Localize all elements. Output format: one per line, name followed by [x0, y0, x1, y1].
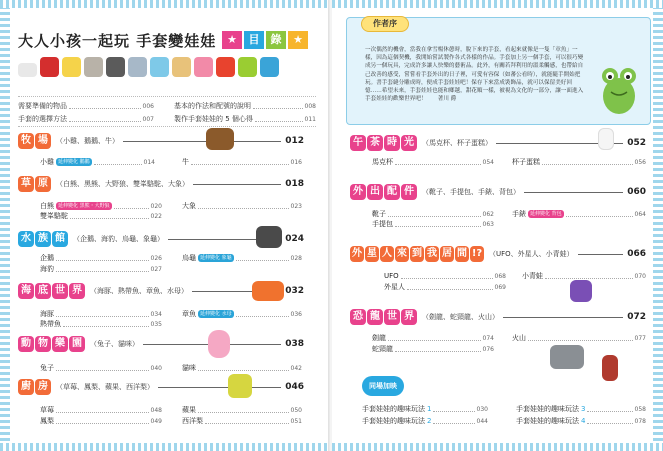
- seal-doll-image: [150, 57, 169, 77]
- toc-entry-page: 006: [142, 102, 154, 110]
- toc-entry-label: 白熊: [40, 202, 54, 210]
- toc-entry-page: 026: [150, 254, 162, 262]
- section-char: 樂: [52, 336, 68, 352]
- section-page: 018: [285, 179, 304, 189]
- toc-entry-page: 007: [142, 115, 154, 123]
- toc-entry-label: 烏龜: [182, 254, 196, 262]
- strawberry-doll-image: [40, 57, 59, 77]
- cupcake-doll-image: [598, 128, 614, 150]
- rabbit-doll-image: [194, 57, 213, 77]
- variation-tag: 延伸變化 鵝鵝: [58, 159, 90, 165]
- contents-char: 錄: [266, 31, 286, 49]
- variation-tag: 延伸變化 背包: [530, 211, 562, 217]
- toc-entry[interactable]: [516, 404, 646, 414]
- section-char: 我: [425, 246, 439, 262]
- glove-doll-strip: [18, 57, 279, 77]
- toc-entry-page: 070: [634, 272, 646, 280]
- toc-entry-page: 062: [482, 210, 494, 218]
- toc-entry-page: 014: [143, 158, 155, 166]
- section-char: 光: [401, 135, 417, 151]
- octopus-doll-image: [252, 281, 284, 301]
- toc-entry[interactable]: [40, 363, 162, 373]
- toc-entry-page: 042: [290, 364, 302, 372]
- toc-entry[interactable]: [18, 101, 154, 111]
- cow-doll-image: [206, 128, 234, 150]
- toc-entry-page: 049: [150, 417, 162, 425]
- toc-entry-label: 基本的作法和配號的說明: [174, 102, 251, 110]
- section-page: 012: [285, 136, 304, 146]
- section-char: 出: [367, 184, 383, 200]
- rabbit-doll-image: [208, 330, 230, 358]
- toc-entry-label: 企鵝: [40, 254, 54, 262]
- toc-entry[interactable]: [40, 157, 155, 167]
- preface-title: 作者序: [361, 16, 409, 32]
- toc-entry-label: 鳳梨: [40, 417, 54, 425]
- section-char: 館: [52, 231, 68, 247]
- section-char: 外: [350, 246, 364, 262]
- toc-entry[interactable]: [372, 219, 494, 229]
- toc-entry-page: 056: [634, 158, 646, 166]
- toc-entry[interactable]: [372, 209, 494, 219]
- section-page: 072: [627, 312, 646, 322]
- plesiosaur-doll-image: [550, 345, 584, 369]
- toc-entry[interactable]: [512, 157, 646, 167]
- toc-entry[interactable]: [516, 416, 646, 426]
- section-heading-accessories[interactable]: [350, 182, 646, 202]
- section-char: 茶: [367, 135, 383, 151]
- bear-doll-image: [106, 57, 125, 77]
- toc-entry-label: 小青蛙: [522, 272, 543, 280]
- preface-box: [346, 17, 651, 125]
- section-char: 間: [455, 246, 469, 262]
- section-char: 房: [35, 379, 51, 395]
- section-subtitle: （草莓、鳳梨、蘋果、西洋梨）: [56, 383, 154, 391]
- toc-entry[interactable]: [512, 333, 646, 343]
- wolf-doll-image: [128, 57, 147, 77]
- section-char: 件: [401, 184, 417, 200]
- section-char: 配: [384, 184, 400, 200]
- toc-entry-label: 蘋果: [182, 406, 196, 414]
- toc-entry-page: 051: [290, 417, 302, 425]
- bonus-number: 4: [581, 417, 586, 425]
- section-subtitle: （小雞、鵝鵝、牛）: [56, 137, 119, 145]
- section-heading-ranch[interactable]: [18, 131, 304, 151]
- toc-entry-label: 需要準備的物品: [18, 102, 67, 110]
- bonus-number: 3: [581, 405, 586, 413]
- toc-entry-page: 048: [150, 406, 162, 414]
- toc-entry-label: 手套娃娃的趣味玩法: [362, 417, 425, 425]
- section-char: !?: [470, 246, 484, 262]
- toc-entry-label: 杯子蛋糕: [512, 158, 540, 166]
- bonus-number: 2: [427, 417, 432, 425]
- section-char: 外: [350, 184, 366, 200]
- section-char: 星: [365, 246, 379, 262]
- section-char: 水: [18, 231, 34, 247]
- toc-entry-page: 008: [304, 102, 316, 110]
- variation-tag: 延伸變化 黑熊・大野狼: [58, 203, 110, 209]
- toc-entry-label: 外星人: [384, 283, 405, 291]
- toc-entry-label: 火山: [512, 334, 526, 342]
- section-char: 底: [35, 283, 51, 299]
- bottom-border: [0, 443, 331, 451]
- toc-entry[interactable]: [40, 416, 162, 426]
- toc-entry[interactable]: [182, 157, 302, 167]
- section-page: 066: [627, 249, 646, 259]
- left-page: [0, 0, 331, 451]
- ufo-doll-image: [570, 280, 592, 302]
- toc-entry-label: 西洋梨: [182, 417, 203, 425]
- section-subtitle: （馬克杯、杯子蛋糕）: [422, 139, 492, 147]
- toc-entry-page: 040: [150, 364, 162, 372]
- toc-entry-label: 小雞: [40, 158, 54, 166]
- section-char: 世: [52, 283, 68, 299]
- toc-entry-label: 牛: [182, 158, 189, 166]
- section-subtitle: （UFO、外星人、小青蛙）: [489, 250, 574, 258]
- section-subtitle: （兔子、貓咪）: [90, 340, 139, 348]
- section-char: 午: [350, 135, 366, 151]
- section-char: 場: [35, 133, 51, 149]
- section-page: 060: [627, 187, 646, 197]
- toc-entry-label: 章魚: [182, 310, 196, 318]
- toc-entry[interactable]: [40, 264, 162, 274]
- section-char: 來: [395, 246, 409, 262]
- divider: [18, 126, 316, 127]
- variation-tag: 延伸變化 象龜: [200, 255, 232, 261]
- variation-tag: 延伸變化 水母: [200, 311, 232, 317]
- dolphin-doll-image: [260, 57, 279, 77]
- toc-entry[interactable]: [174, 101, 316, 111]
- bonus-number: 1: [427, 405, 432, 413]
- toc-entry-label: 製作手套娃娃的 5 個心得: [174, 115, 253, 123]
- toc-entry-page: 078: [634, 417, 646, 425]
- toc-entry[interactable]: [40, 319, 162, 329]
- toc-entry-label: 熱帶魚: [40, 320, 61, 328]
- right-page: [332, 0, 663, 451]
- section-char: 園: [69, 336, 85, 352]
- mug-doll-image: [18, 63, 37, 77]
- toc-entry[interactable]: [174, 114, 316, 124]
- toc-entry-page: 028: [290, 254, 302, 262]
- octopus-doll-image: [216, 57, 235, 77]
- toc-entry[interactable]: [384, 282, 506, 292]
- contents-heading: [222, 31, 308, 49]
- section-heading-aliens[interactable]: [350, 244, 646, 264]
- section-char: 時: [384, 135, 400, 151]
- toc-entry-page: 069: [494, 283, 506, 291]
- toc-entry-label: 蛇頸龍: [372, 345, 393, 353]
- toc-entry[interactable]: [384, 271, 506, 281]
- section-subtitle: （劍龍、蛇頸龍、火山）: [422, 313, 499, 321]
- section-page: 046: [285, 382, 304, 392]
- preface-text: 一次偶然的機會，當我在拿雪楊休憩時，脫下來的手套，看起來就像是一隻「章魚」一樣，因為這個契機，我開始嘗試製作各式各樣的作品。手套加上另一個手套，可以很巧變成另一個玩具，完成許多讓人快樂的藝術品。此外，有關若拜利用的溫柔觸感，也帶給自己改善的感受，嘗嘗看手套外出的日子裡，可愛有容保（如蕃公看時），就能隨手開始把玩。書手套縫分雕成時，便成手套娃娃吧！保存下來當成裝飾品，就可以保留美好回憶……希望未來，手套娃娃也能和鄉越，甜花順一樣，被視為文化的一部分，讓一面進入手套娃娃的歡樂世界吧！ 著川 爵: [365, 47, 584, 103]
- pear-doll-image: [228, 374, 252, 398]
- toc-entry[interactable]: [182, 201, 302, 211]
- section-char: 龍: [367, 309, 383, 325]
- section-char: 牧: [18, 133, 34, 149]
- toc-entry-label: 兔子: [40, 364, 54, 372]
- toc-entry-page: 036: [290, 310, 302, 318]
- toc-entry-page: 023: [290, 202, 302, 210]
- toc-entry-label: 馬克杯: [372, 158, 393, 166]
- section-subtitle: （靴子、手提包、手錶、背包）: [422, 188, 520, 196]
- top-border: [0, 0, 331, 8]
- toc-entry-label: 草莓: [40, 406, 54, 414]
- toc-entry-label: 貓咪: [182, 364, 196, 372]
- toc-entry[interactable]: [512, 209, 646, 219]
- toc-entry-label: UFO: [384, 272, 399, 280]
- section-heading-animal-park[interactable]: [18, 334, 304, 354]
- toc-entry-page: 058: [634, 405, 646, 413]
- toc-entry-label: 雙峯駱駝: [40, 212, 68, 220]
- toc-entry-page: 054: [482, 158, 494, 166]
- toc-entry-label: 大象: [182, 202, 196, 210]
- toc-entry-page: 020: [150, 202, 162, 210]
- toc-entry-page: 064: [634, 210, 646, 218]
- star-icon: ★: [222, 31, 242, 49]
- toc-entry-page: 074: [482, 334, 494, 342]
- section-page: 024: [285, 234, 304, 244]
- frog-doll-image: [238, 57, 257, 77]
- toc-entry-label: 手套娃娃的趣味玩法: [362, 405, 425, 413]
- toc-entry-page: 016: [290, 158, 302, 166]
- section-char: 居: [440, 246, 454, 262]
- toc-entry-page: 034: [150, 310, 162, 318]
- right-page-border: [653, 0, 663, 451]
- section-char: 海: [18, 283, 34, 299]
- section-subtitle: （海豚、熱帶魚、章魚、水母）: [90, 287, 188, 295]
- section-heading-dinosaurs[interactable]: [350, 307, 646, 327]
- section-page: 032: [285, 286, 304, 296]
- toc-entry-page: 011: [304, 115, 316, 123]
- toc-entry[interactable]: [182, 309, 302, 319]
- divider: [18, 96, 316, 97]
- toc-entry[interactable]: [182, 405, 302, 415]
- section-heading-kitchen[interactable]: [18, 377, 304, 397]
- star-icon: ★: [288, 31, 308, 49]
- section-page: 038: [285, 339, 304, 349]
- toc-entry[interactable]: [182, 253, 302, 263]
- toc-entry-page: 076: [482, 345, 494, 353]
- bonus-heading: 同場加映: [362, 376, 404, 396]
- section-char: 恐: [350, 309, 366, 325]
- toc-entry[interactable]: [40, 253, 162, 263]
- toc-entry[interactable]: [40, 309, 162, 319]
- section-char: 動: [18, 336, 34, 352]
- toc-entry-page: 044: [476, 417, 488, 425]
- toc-entry[interactable]: [18, 114, 154, 124]
- section-subtitle: （白熊、黑熊、大野狼、雙峯駱駝、大象）: [56, 180, 189, 188]
- toc-entry-page: 022: [150, 212, 162, 220]
- toc-entry[interactable]: [182, 363, 302, 373]
- turtle-doll-image: [256, 226, 282, 248]
- section-char: 界: [69, 283, 85, 299]
- book-title: 大人小孩一起玩 手套變娃娃: [18, 32, 217, 50]
- toc-entry-label: 手套的選擇方法: [18, 115, 67, 123]
- toc-entry-page: 077: [634, 334, 646, 342]
- section-char: 到: [410, 246, 424, 262]
- toc-entry[interactable]: [40, 405, 162, 415]
- section-char: 物: [35, 336, 51, 352]
- section-char: 原: [35, 176, 51, 192]
- toc-entry-page: 030: [476, 405, 488, 413]
- top-border: [332, 0, 663, 8]
- toc-entry[interactable]: [40, 211, 162, 221]
- section-char: 草: [18, 176, 34, 192]
- section-page: 052: [627, 138, 646, 148]
- section-char: 人: [380, 246, 394, 262]
- toc-entry-label: 手提包: [372, 220, 393, 228]
- section-char: 族: [35, 231, 51, 247]
- left-page-border: [0, 0, 10, 451]
- toc-entry-page: 068: [494, 272, 506, 280]
- toc-entry[interactable]: [40, 201, 162, 211]
- toc-entry[interactable]: [372, 333, 494, 343]
- section-char: 廚: [18, 379, 34, 395]
- toc-entry[interactable]: [522, 271, 646, 281]
- toc-entry[interactable]: [362, 404, 488, 414]
- section-char: 世: [384, 309, 400, 325]
- contents-char: 目: [244, 31, 264, 49]
- elephant-doll-image: [84, 57, 103, 77]
- toc-entry-label: 海豹: [40, 265, 54, 273]
- toc-entry-page: 050: [290, 406, 302, 414]
- section-char: 界: [401, 309, 417, 325]
- toc-entry-label: 劍龍: [372, 334, 386, 342]
- toc-entry[interactable]: [182, 416, 302, 426]
- bottom-border: [332, 443, 663, 451]
- frog-doll-image: [597, 62, 641, 118]
- toc-entry[interactable]: [372, 344, 494, 354]
- section-heading-grassland[interactable]: [18, 174, 304, 194]
- toc-entry-label: 手錶: [512, 210, 526, 218]
- volcano-doll-image: [602, 355, 618, 381]
- toc-entry-label: 手套娃娃的趣味玩法: [516, 417, 579, 425]
- toc-entry[interactable]: [362, 416, 488, 426]
- cup-doll-image: [62, 57, 81, 77]
- toc-entry-label: 靴子: [372, 210, 386, 218]
- toc-entry-page: 035: [150, 320, 162, 328]
- toc-entry-page: 063: [482, 220, 494, 228]
- toc-entry-label: 海豚: [40, 310, 54, 318]
- toc-entry[interactable]: [372, 157, 494, 167]
- toc-entry-label: 手套娃娃的趣味玩法: [516, 405, 579, 413]
- section-subtitle: （企鵝、海豹、烏龜、象龜）: [73, 235, 164, 243]
- toc-entry-page: 027: [150, 265, 162, 273]
- camel-doll-image: [172, 57, 191, 77]
